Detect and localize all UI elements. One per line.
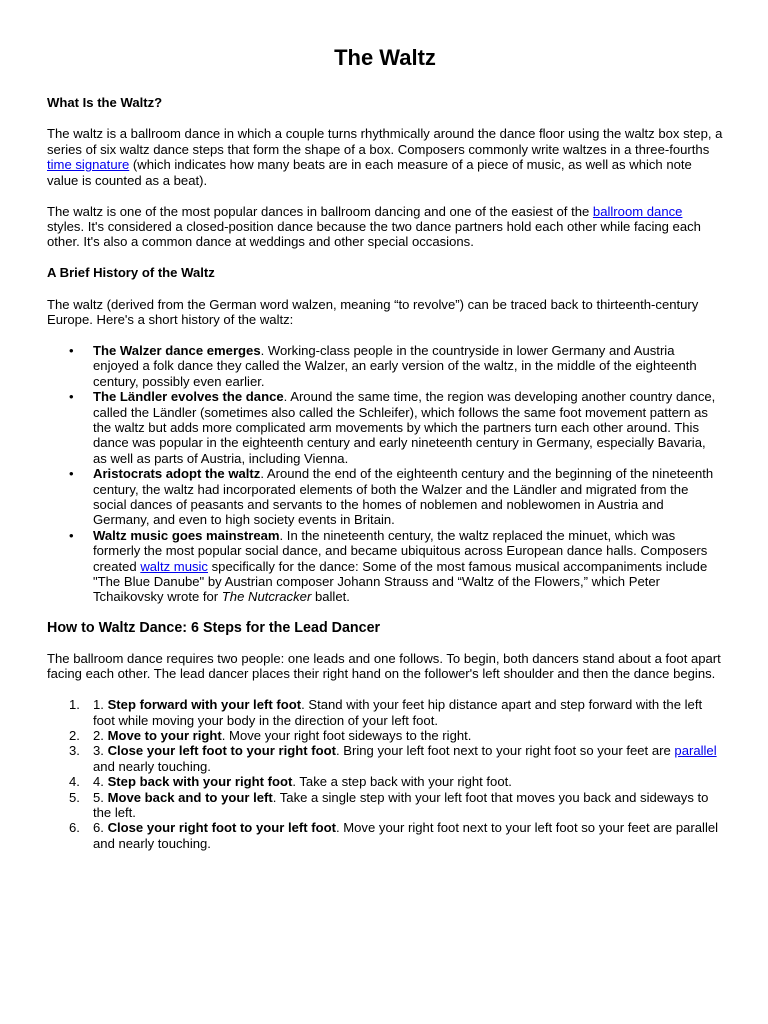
step-text: . Stand with your feet hip distance apart and step forward with the left foot while moving your body in the direction of your left foot. — [93, 697, 703, 728]
list-item-title: The Walzer dance emerges — [93, 342, 261, 358]
step-title: Close your left foot to your right foot — [107, 743, 336, 759]
step-text: . Take a single step with your left foot that moves you back and sideways to the left. — [93, 789, 709, 821]
step-prefix: 4. — [93, 774, 108, 790]
list-item-title: Aristocrats adopt the waltz — [93, 466, 261, 482]
paragraph-text: The waltz is a ballroom dance in which a couple turns rhythmically around the dance floor using the waltz box step, a series of six waltz dance steps that form the shape of a box. Composers commonly write waltzes in a three-fourths — [47, 126, 723, 157]
list-item — [47, 466, 723, 528]
step-prefix: 1. — [93, 697, 108, 713]
step-title: Step back with your right foot — [107, 774, 293, 790]
list-item-title: Waltz music goes mainstream — [93, 527, 280, 543]
bullet-icon: • — [69, 342, 74, 358]
link-ballroom-dance[interactable]: ballroom dance — [592, 203, 683, 219]
link-time-signature[interactable]: time signature — [47, 157, 130, 173]
step-prefix: 6. — [93, 820, 108, 836]
step-title: Close your right foot to your left foot — [107, 820, 336, 836]
step-number: 1. — [69, 697, 80, 713]
link-waltz-music[interactable]: waltz music — [140, 558, 208, 574]
history-list — [47, 343, 723, 605]
step-number: 5. — [69, 789, 80, 805]
step-prefix: 2. — [93, 728, 108, 743]
step-text: . Move your right foot next to your left foot so your feet are parallel and nearly touching. — [93, 820, 719, 851]
section-heading-what-is: What Is the Waltz? — [47, 95, 163, 110]
section-heading-steps: How to Waltz Dance: 6 Steps for the Lead Dancer — [47, 619, 381, 636]
step-prefix: 5. — [93, 789, 108, 805]
step-text: . Bring your left foot next to your right foot so your feet are — [335, 743, 675, 759]
step-item — [47, 697, 723, 728]
list-item-text: . In the nineteenth century, the waltz replaced the minuet, which was formerly the most popular social dance, and became ubiquitous across European dance halls. Composers created — [93, 527, 708, 574]
step-number: 4. — [69, 774, 80, 790]
list-item-italic: The Nutcracker — [221, 589, 312, 605]
step-text: and nearly touching. — [93, 758, 211, 774]
list-item — [47, 528, 723, 605]
paragraph-what-is-1 — [47, 126, 723, 188]
bullet-icon: • — [69, 466, 74, 482]
page-title: The Waltz — [334, 45, 436, 70]
bullet-icon: • — [69, 527, 74, 543]
step-title: Step forward with your left foot — [107, 697, 302, 713]
list-item-text: ballet. — [311, 589, 350, 605]
list-item-text: specifically for the dance: Some of the most famous musical accompaniments include "The Blue Danube" by Austrian composer Johann Strauss and “Waltz of the Flowers,” which Peter Tchaikovsky wrote for — [93, 558, 708, 605]
step-title: Move back and to your left — [107, 789, 273, 805]
document-page — [47, 44, 723, 851]
step-item — [47, 743, 723, 774]
step-title: Move to your right — [107, 728, 222, 743]
paragraph-steps-intro: The ballroom dance requires two people: one leads and one follows. To begin, both dancers stand about a foot apart facing each other. The lead dancer places their right hand on the follower's left shoulder and then the dance begins. — [47, 650, 721, 682]
paragraph-text: (which indicates how many beats are in each measure of a piece of music, as well as which note value is counted as a beat). — [47, 157, 692, 188]
list-item-text: . Working-class people in the countryside in lower Germany and Austria enjoyed a folk dance they called the Walzer, an early version of the waltz, in the middle of the eighteenth century, possibly even earlier. — [93, 342, 697, 389]
paragraph-text: styles. It's considered a closed-position dance because the two dance partners hold each other while facing each other. It's also a common dance at weddings and other special occasions. — [47, 218, 701, 250]
step-text: . Take a step back with your right foot. — [292, 774, 512, 790]
link-parallel[interactable]: parallel — [674, 743, 717, 759]
step-item — [47, 790, 723, 821]
step-number: 2. — [69, 728, 80, 743]
list-item — [47, 343, 723, 389]
step-item — [47, 820, 723, 851]
list-item-text: . Around the same time, the region was developing another country dance, called the Ländler (sometimes also called the Schleifer), which follows the same foot movement pattern as the waltz but adds more complicated arm movements by which the partners turn each other around. This dance was popular in the eighteenth century and early nineteenth century in Germany, especially Bavaria, as well as parts of Austria, including Vienna. — [93, 389, 716, 466]
paragraph-what-is-2 — [47, 204, 723, 250]
steps-list — [47, 697, 723, 851]
bullet-icon: • — [69, 389, 74, 405]
section-heading-history: A Brief History of the Waltz — [47, 265, 215, 281]
step-number: 6. — [69, 820, 80, 836]
paragraph-history-intro: The waltz (derived from the German word walzen, meaning “to revolve”) can be traced back to thirteenth-century Europe. Here's a short history of the waltz: — [47, 296, 699, 328]
step-item — [47, 728, 723, 743]
step-number: 3. — [69, 743, 80, 759]
list-item-text: . Around the end of the eighteenth century and the beginning of the nineteenth century, the waltz had incorporated elements of both the Walzer and the Ländler and migrated from the social dances of peasants and servants to the homes of noblemen and noblewomen in Austria and Germany, and even to high society events in Britain. — [93, 466, 714, 528]
paragraph-text: The waltz is one of the most popular dances in ballroom dancing and one of the easiest of the — [47, 203, 593, 219]
step-text: . Move your right foot sideways to the right. — [221, 728, 472, 743]
list-item — [47, 389, 723, 466]
step-item — [47, 774, 723, 789]
step-prefix: 3. — [93, 743, 108, 759]
list-item-title: The Ländler evolves the dance — [93, 389, 284, 405]
